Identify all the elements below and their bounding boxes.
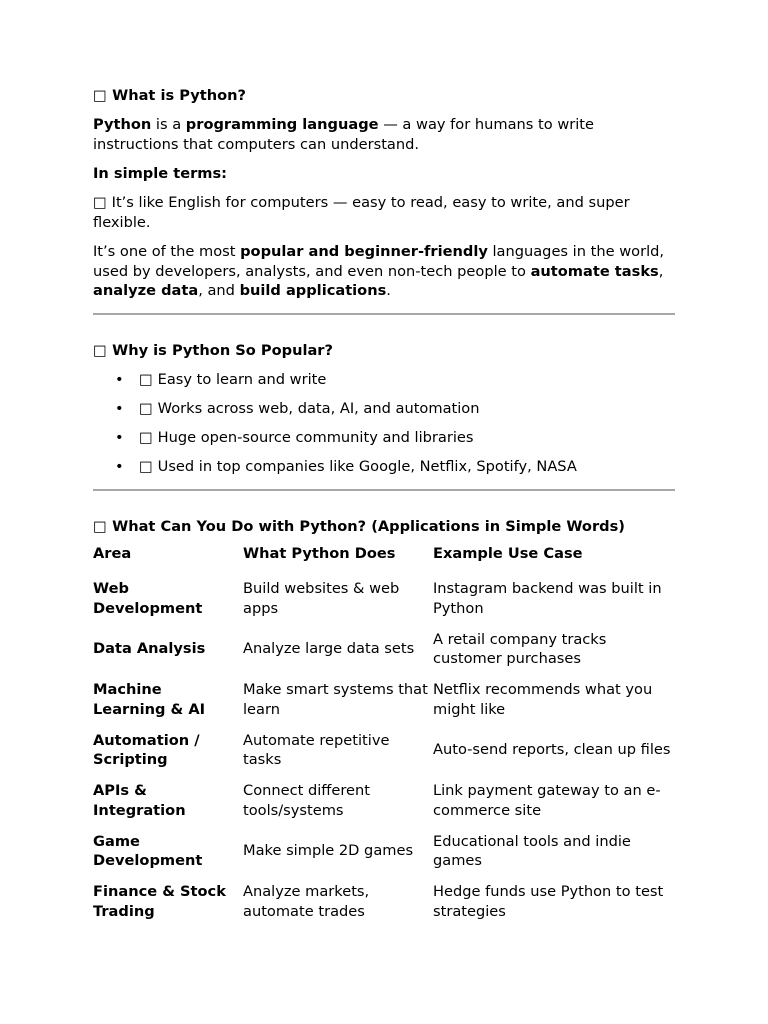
table-cell-example: Educational tools and indie games (433, 832, 631, 870)
popularity-text: , and (198, 282, 240, 299)
list-item-text: Huge open-source community and libraries (153, 428, 474, 446)
popularity-text: languages in the world, used by developers, analysts, and even non-tech people to (93, 243, 665, 280)
list-item-text: Easy to learn and write (153, 370, 327, 388)
table-row (93, 725, 683, 776)
list-item (93, 428, 675, 448)
table-row (93, 574, 683, 625)
popularity-text: , (658, 262, 664, 280)
popularity-paragraph (93, 242, 675, 301)
table-cell-example: Netflix recommends what you might like (433, 681, 653, 718)
popularity-text-bold: automate tasks (530, 262, 659, 280)
table-row (93, 624, 683, 675)
missing-glyph-icon: □ (93, 341, 107, 359)
bullet-icon: • (115, 370, 124, 388)
horizontal-divider (93, 489, 675, 491)
popularity-text-bold: analyze data (93, 282, 199, 299)
list-item (93, 399, 675, 419)
table-cell-description: Automate repetitive tasks (243, 731, 390, 769)
column-header-what-python-does: What Python Does (243, 544, 396, 562)
table-row (93, 826, 683, 877)
table-cell-area: Automation / Scripting (93, 731, 200, 769)
missing-glyph-icon: □ (93, 194, 107, 211)
table-cell-example: Auto-send reports, clean up files (433, 741, 671, 759)
table-cell-area: Game Development (93, 832, 203, 870)
table-row (93, 776, 683, 827)
bullet-icon: • (115, 457, 124, 475)
table-cell-description: Connect different tools/systems (243, 782, 370, 819)
intro-text: is a (151, 116, 186, 133)
intro-paragraph (93, 115, 675, 154)
popularity-text-bold: popular and beginner-friendly (240, 243, 488, 260)
popularity-text: It’s one of the most (93, 243, 241, 260)
table-cell-description: Analyze large data sets (243, 640, 415, 658)
missing-glyph-icon: □ (139, 370, 153, 388)
missing-glyph-icon: □ (139, 457, 153, 475)
list-item-text: Used in top companies like Google, Netflix, Spotify, NASA (153, 457, 577, 475)
missing-glyph-icon: □ (93, 87, 107, 104)
table-row (93, 877, 683, 928)
table-header-row (93, 544, 683, 574)
table-cell-area: Web Development (93, 580, 203, 617)
table-cell-description: Make simple 2D games (243, 842, 414, 860)
table-row (93, 675, 683, 726)
table-cell-area: APIs & Integration (93, 782, 186, 819)
intro-text: — a way for humans to write instructions that computers can understand. (93, 116, 595, 153)
section-heading-text: Why is Python So Popular? (112, 341, 333, 359)
applications-table (93, 544, 683, 928)
list-item-text: Works across web, data, AI, and automation (153, 399, 480, 417)
section-heading-what-is-python (93, 86, 675, 106)
missing-glyph-icon: □ (93, 517, 107, 535)
simple-terms-label: In simple terms: (93, 165, 228, 182)
table-cell-example: Link payment gateway to an e-commerce site (433, 782, 661, 819)
list-item (93, 457, 675, 477)
table-cell-description: Make smart systems that learn (243, 681, 428, 718)
popularity-text-bold: build applications (239, 282, 387, 299)
column-header-example-use-case: Example Use Case (433, 544, 583, 562)
table-cell-example: A retail company tracks customer purchases (433, 630, 607, 668)
popularity-bullet-list (93, 370, 675, 477)
table-cell-area: Data Analysis (93, 640, 206, 658)
horizontal-divider (93, 313, 675, 315)
table-cell-area: Machine Learning & AI (93, 681, 206, 718)
table-cell-description: Analyze markets, automate trades (243, 883, 370, 920)
section-heading-applications (93, 517, 675, 537)
missing-glyph-icon: □ (139, 428, 153, 446)
intro-text-python: Python (93, 116, 152, 133)
section-heading-why-popular (93, 341, 675, 361)
section-heading-text: What Can You Do with Python? (Applications in Simple Words) (112, 517, 625, 535)
table-cell-description: Build websites & web apps (243, 580, 400, 617)
bullet-icon: • (115, 428, 124, 446)
section-heading-text: What is Python? (112, 87, 246, 104)
document-page (93, 86, 675, 927)
table-cell-example: Instagram backend was built in Python (433, 580, 662, 617)
missing-glyph-icon: □ (139, 399, 153, 417)
table-cell-example: Hedge funds use Python to test strategies (433, 883, 664, 920)
intro-text-bold: programming language (185, 116, 379, 133)
simple-terms-paragraph (93, 193, 675, 232)
list-item (93, 370, 675, 390)
bullet-icon: • (115, 399, 124, 417)
popularity-text: . (386, 282, 391, 299)
table-cell-area: Finance & Stock Trading (93, 883, 226, 920)
simple-terms-text: It’s like English for computers — easy to read, easy to write, and super flexible. (93, 194, 630, 231)
column-header-area: Area (93, 544, 132, 562)
